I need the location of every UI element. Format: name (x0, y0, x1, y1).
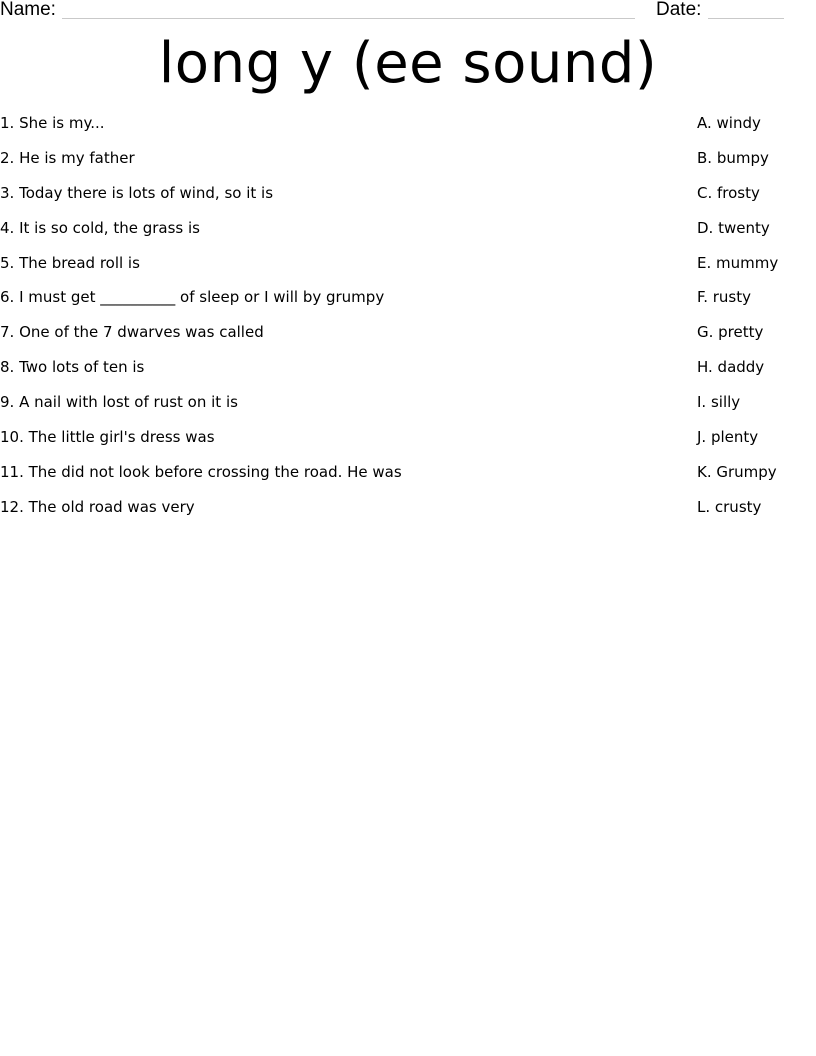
page-title: long y (ee sound) (158, 31, 658, 96)
question-item: 11. The did not look before crossing the road. He was (0, 462, 402, 481)
question-item: 9. A nail with lost of rust on it is (0, 393, 238, 412)
question-item: 12. The old road was very (0, 497, 195, 516)
question-item: 1. She is my... (0, 114, 105, 132)
question-item: 5. The bread roll is (0, 253, 140, 272)
answer-list (697, 112, 816, 531)
name-label: Name: (0, 0, 56, 20)
answer-item: C. frosty (697, 183, 760, 202)
answer-item: G. pretty (697, 323, 764, 342)
question-item: 10. The little girl's dress was (0, 428, 215, 447)
name-field-line[interactable] (62, 18, 635, 19)
question-list (0, 112, 620, 531)
question-item: 8. Two lots of ten is (0, 358, 145, 377)
answer-item: L. crusty (697, 497, 762, 516)
question-item: 3. Today there is lots of wind, so it is (0, 183, 274, 202)
answer-item: H. daddy (697, 358, 765, 377)
question-item: 6. I must get __________ of sleep or I will by grumpy (0, 288, 385, 307)
date-label: Date: (656, 0, 702, 20)
date-field-line[interactable] (708, 18, 784, 19)
answer-item: D. twenty (697, 218, 770, 237)
answer-item: J. plenty (697, 428, 759, 447)
answer-item: F. rusty (697, 288, 752, 307)
answer-item: I. silly (697, 393, 741, 412)
answer-item: A. windy (697, 114, 761, 132)
answer-item: K. Grumpy (697, 462, 777, 481)
header (0, 0, 816, 24)
answer-item: E. mummy (697, 253, 779, 272)
question-item: 4. It is so cold, the grass is (0, 218, 200, 237)
answer-item: B. bumpy (697, 148, 769, 167)
question-item: 7. One of the 7 dwarves was called (0, 323, 264, 342)
question-item: 2. He is my father (0, 148, 135, 167)
